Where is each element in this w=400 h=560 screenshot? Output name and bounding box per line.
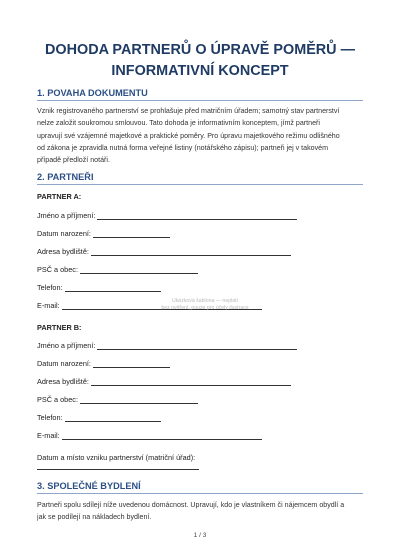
- section-2-rule: [37, 184, 363, 185]
- field-label: Datum narození:: [37, 229, 91, 238]
- field-label: Datum a místo vzniku partnerství (matriční úřad):: [37, 453, 196, 462]
- partnership-origin-label: [37, 452, 195, 462]
- fill-line[interactable]: [91, 378, 291, 386]
- partner-b-address-field[interactable]: [37, 376, 291, 386]
- section-1-line: upravují své vzájemné majetkové a praktické poměry. Pro úpravu majetkového režimu odlišného: [37, 131, 340, 140]
- fill-line[interactable]: [93, 360, 170, 368]
- section-3-heading: 3. SPOLEČNÉ BYDLENÍ: [37, 481, 141, 491]
- partner-a-phone-field[interactable]: [37, 282, 161, 292]
- partner-b-name-field[interactable]: [37, 340, 297, 350]
- partner-b-zip-field[interactable]: [37, 394, 198, 404]
- fill-line[interactable]: [65, 284, 161, 292]
- partnership-origin-line[interactable]: [37, 469, 199, 470]
- document-title: [20, 40, 380, 82]
- partner-b-phone-field[interactable]: [37, 412, 161, 422]
- fill-line[interactable]: [97, 342, 297, 350]
- field-label: Jméno a příjmení:: [37, 211, 96, 220]
- field-label: Datum narození:: [37, 359, 91, 368]
- field-label: E-mail:: [37, 301, 60, 310]
- field-label: Jméno a příjmení:: [37, 341, 96, 350]
- section-1-line: od zákona je zpravidla nutná forma veřejné listiny (notářského zápisu); partneři jej v takovém: [37, 143, 328, 152]
- section-3-rule: [37, 493, 363, 494]
- section-1-line: Vznik registrovaného partnerství se prohlašuje před matričním úřadem; samotný stav partnerství: [37, 107, 340, 115]
- field-label: Telefon:: [37, 283, 63, 292]
- partner-b-email-field[interactable]: [37, 430, 262, 440]
- partner-a-address-field[interactable]: [37, 246, 291, 256]
- field-label: Adresa bydliště:: [37, 377, 89, 386]
- partner-b-birthdate-field[interactable]: [37, 358, 170, 368]
- partner-a-name-field[interactable]: [37, 210, 297, 220]
- field-label: PSČ a obec:: [37, 265, 78, 274]
- fill-line[interactable]: [91, 248, 291, 256]
- watermark-line: bez ověření, pouze pro účely ilustrace: [161, 305, 249, 311]
- section-1-rule: [37, 100, 363, 101]
- section-1-line: případě předloží notáři.: [37, 156, 110, 165]
- section-1-text: [37, 105, 367, 166]
- section-3-line: Partneři spolu sdílejí níže uvedenou domácnost. Upravují, kdo je vlastníkem či nájemcem obydlí a: [37, 501, 345, 509]
- fill-line[interactable]: [62, 432, 262, 440]
- title-line-2: INFORMATIVNÍ KONCEPT: [111, 63, 289, 79]
- title-line-1: DOHODA PARTNERŮ O ÚPRAVĚ POMĚRŮ —: [45, 42, 355, 58]
- fill-line[interactable]: [97, 212, 297, 220]
- partner-a-label: PARTNER A:: [37, 192, 82, 201]
- field-label: Telefon:: [37, 413, 63, 422]
- partner-b-label: PARTNER B:: [37, 323, 82, 332]
- field-label: E-mail:: [37, 431, 60, 440]
- fill-line[interactable]: [65, 414, 161, 422]
- section-1-heading: 1. POVAHA DOKUMENTU: [37, 88, 148, 98]
- fill-line[interactable]: [80, 396, 198, 404]
- field-label: PSČ a obec:: [37, 395, 78, 404]
- fill-line[interactable]: [80, 266, 198, 274]
- page-number: 1 / 3: [193, 532, 207, 539]
- watermark-line: Ukázková šablona — neplatí: [171, 298, 239, 304]
- partner-a-zip-field[interactable]: [37, 264, 198, 274]
- field-label: Adresa bydliště:: [37, 247, 89, 256]
- fill-line[interactable]: [93, 230, 170, 238]
- partner-a-birthdate-field[interactable]: [37, 228, 170, 238]
- section-3-text: [37, 499, 367, 524]
- watermark-text: [140, 298, 270, 312]
- section-3-line: jak se podílejí na nákladech bydlení.: [37, 513, 152, 522]
- section-1-line: nelze založit soukromou smlouvou. Tato dohoda je informativním konceptem, jímž partneři: [37, 119, 320, 128]
- section-2-heading: 2. PARTNEŘI: [37, 172, 94, 182]
